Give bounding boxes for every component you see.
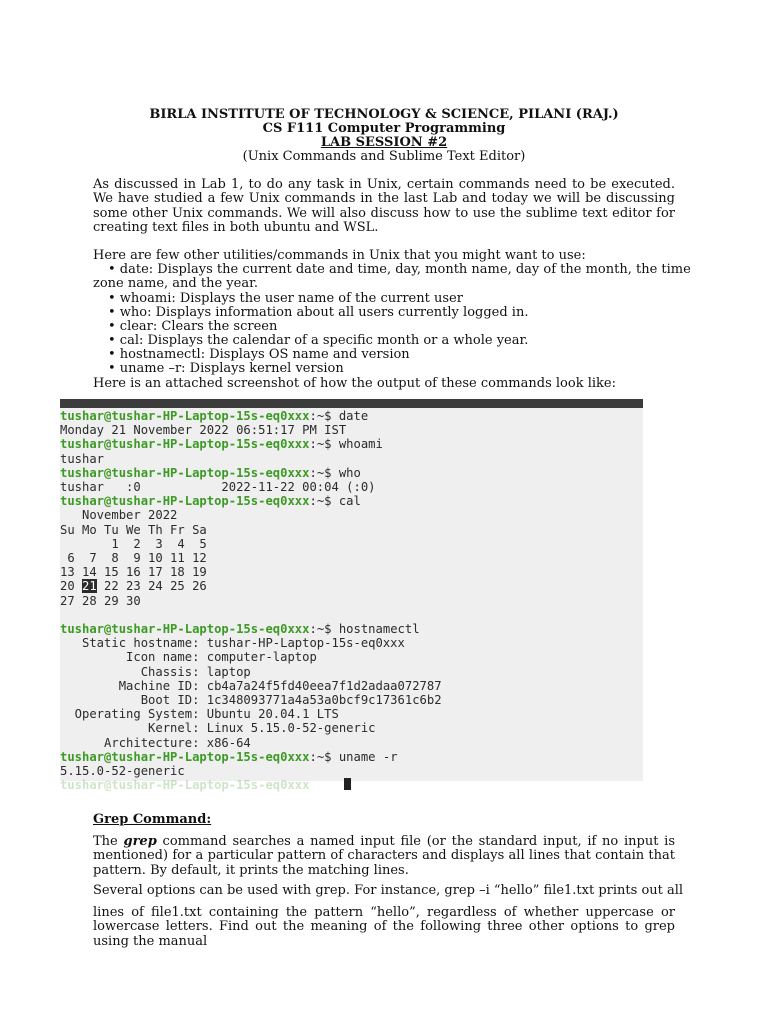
terminal-prompt: tushar@tushar-HP-Laptop-15s-eq0xxx — [60, 494, 310, 509]
terminal-text: 13 14 15 16 17 18 19 — [60, 565, 207, 580]
terminal-text: November 2022 — [60, 508, 178, 523]
institute-title: BIRLA INSTITUTE OF TECHNOLOGY & SCIENCE, PILANI (RAJ.) — [149, 107, 619, 122]
terminal-output-line — [60, 721, 376, 735]
bullet-who: • who: Displays information about all users currently logged in. — [108, 305, 529, 320]
terminal-output-line — [60, 650, 317, 664]
terminal-text: Icon name: computer-laptop — [60, 650, 317, 665]
terminal-text: 1 2 3 4 5 — [60, 536, 207, 551]
terminal-text: 20 — [60, 579, 83, 594]
terminal-output-line — [60, 551, 207, 565]
terminal-cursor — [344, 778, 351, 792]
terminal-cutoff-line — [60, 778, 309, 792]
terminal-output-line — [60, 452, 104, 466]
terminal-text: Boot ID: 1c348093771a4a53a0bcf9c17361c6b2 — [60, 693, 442, 707]
terminal-text: :~$ date — [309, 409, 369, 423]
bullet-uname: • uname –r: Displays kernel version — [108, 361, 344, 376]
lab-session-title: LAB SESSION #2 — [320, 135, 448, 150]
bullet-whoami: • whoami: Displays the user name of the current user — [108, 291, 463, 306]
terminal-text: :~$ whoami — [309, 437, 383, 452]
terminal-output-line — [60, 508, 177, 522]
terminal-command-line — [60, 437, 383, 451]
terminal-output-line — [60, 565, 207, 579]
course-title: CS F111 Computer Programming — [262, 121, 506, 136]
terminal-output-line — [60, 480, 376, 494]
terminal-prompt: tushar@tushar-HP-Laptop-15s-eq0xxx — [60, 622, 310, 636]
terminal-text: tushar — [60, 451, 105, 466]
terminal-output-line — [60, 579, 207, 593]
terminal-output-line — [60, 736, 251, 750]
terminal-prompt: tushar@tushar-HP-Laptop-15s-eq0xxx — [60, 778, 310, 793]
terminal-text: Kernel: Linux 5.15.0-52-generic — [60, 721, 376, 736]
calendar-today-highlight: 21 — [82, 579, 97, 594]
bullet-cal: • cal: Displays the calendar of a specific month or a whole year. — [108, 333, 529, 348]
terminal-text: Monday 21 November 2022 06:51:17 PM IST — [60, 423, 347, 438]
terminal-prompt: tushar@tushar-HP-Laptop-15s-eq0xxx — [60, 749, 310, 764]
terminal-text: :~$ who — [309, 465, 361, 480]
terminal-top-bar — [60, 399, 643, 408]
terminal-output-line — [60, 665, 251, 679]
terminal-prompt: tushar@tushar-HP-Laptop-15s-eq0xxx — [60, 437, 310, 452]
terminal-text: Chassis: laptop — [60, 664, 251, 679]
terminal-text: Operating System: Ubuntu 20.04.1 LTS — [60, 707, 339, 722]
terminal-text: 27 28 29 30 — [60, 593, 141, 608]
bullet-date-cont: zone name, and the year. — [93, 276, 258, 291]
intro-paragraph: As discussed in Lab 1, to do any task in Unix, certain commands need to be executed. We have studied a few Unix commands in the last Lab and today we will be discussing some other Unix commands. We will also discuss how to use the sublime text editor for creating text files in both ubuntu and WSL. — [93, 177, 675, 235]
terminal-text: :~$ cal — [309, 494, 361, 509]
terminal-text: 6 7 8 9 10 11 12 — [60, 551, 207, 565]
terminal-text: 5.15.0-52-generic — [60, 764, 185, 778]
grep-paragraph-3: lines of file1.txt containing the pattern “hello”, regardless of whether uppercase or lowercase letters. Find out the meaning of the following three other options to grep using the manual — [93, 905, 675, 949]
bullet-clear: • clear: Clears the screen — [108, 319, 278, 334]
bullet-date: • date: Displays the current date and time, day, month name, day of the month, the time — [108, 262, 691, 277]
grep-paragraph-2: Several options can be used with grep. For instance, grep –i “hello” file1.txt prints out all — [93, 883, 684, 898]
terminal-output-line — [60, 764, 185, 778]
terminal-text: tushar :0 2022-11-22 00:04 (:0) — [60, 480, 376, 494]
terminal-screenshot — [60, 399, 643, 793]
terminal-text: Machine ID: cb4a7a24f5fd40eea7f1d2adaa072787 — [60, 678, 442, 693]
grep-command-name: grep — [123, 834, 157, 849]
terminal-text: Static hostname: tushar-HP-Laptop-15s-eq0xxx — [60, 636, 405, 651]
terminal-text: :~$ hostnamectl — [309, 622, 420, 636]
grep-para1-pre: The — [93, 834, 124, 849]
screenshot-note: Here is an attached screenshot of how the output of these commands look like: — [93, 376, 616, 391]
terminal-prompt: tushar@tushar-HP-Laptop-15s-eq0xxx — [60, 465, 310, 480]
terminal-output-line — [60, 423, 346, 437]
grep-paragraph-1 — [93, 835, 675, 878]
bullet-hostnamectl: • hostnamectl: Displays OS name and version — [108, 347, 410, 362]
terminal-command-line — [60, 622, 420, 636]
grep-para1-post: command searches a named input file (or the standard input, if no input is mentioned) for a particular pattern of characters and displays all lines that contain that pattern. By default, it prints the matching lines. — [93, 834, 675, 878]
terminal-text: :~$ uname -r — [309, 749, 398, 764]
grep-heading: Grep Command: — [93, 812, 212, 827]
terminal-command-line — [60, 750, 398, 764]
terminal-output-line — [60, 594, 141, 608]
terminal-prompt: tushar@tushar-HP-Laptop-15s-eq0xxx — [60, 409, 310, 423]
terminal-text: Su Mo Tu We Th Fr Sa — [60, 522, 207, 537]
terminal-output-line — [60, 693, 442, 707]
utilities-lead: Here are few other utilities/commands in Unix that you might want to use: — [93, 248, 586, 263]
terminal-command-line — [60, 494, 361, 508]
terminal-command-line — [60, 409, 368, 423]
terminal-output-line — [60, 679, 442, 693]
terminal-output-line — [60, 537, 207, 551]
terminal-text: Architecture: x86-64 — [60, 735, 251, 750]
terminal-command-line — [60, 466, 361, 480]
cursor-block — [344, 778, 351, 790]
subtitle: (Unix Commands and Sublime Text Editor) — [242, 149, 526, 164]
terminal-text: 22 23 24 25 26 — [96, 579, 207, 594]
terminal-output-line — [60, 523, 207, 537]
terminal-output-line — [60, 636, 405, 650]
terminal-output-line — [60, 707, 339, 721]
